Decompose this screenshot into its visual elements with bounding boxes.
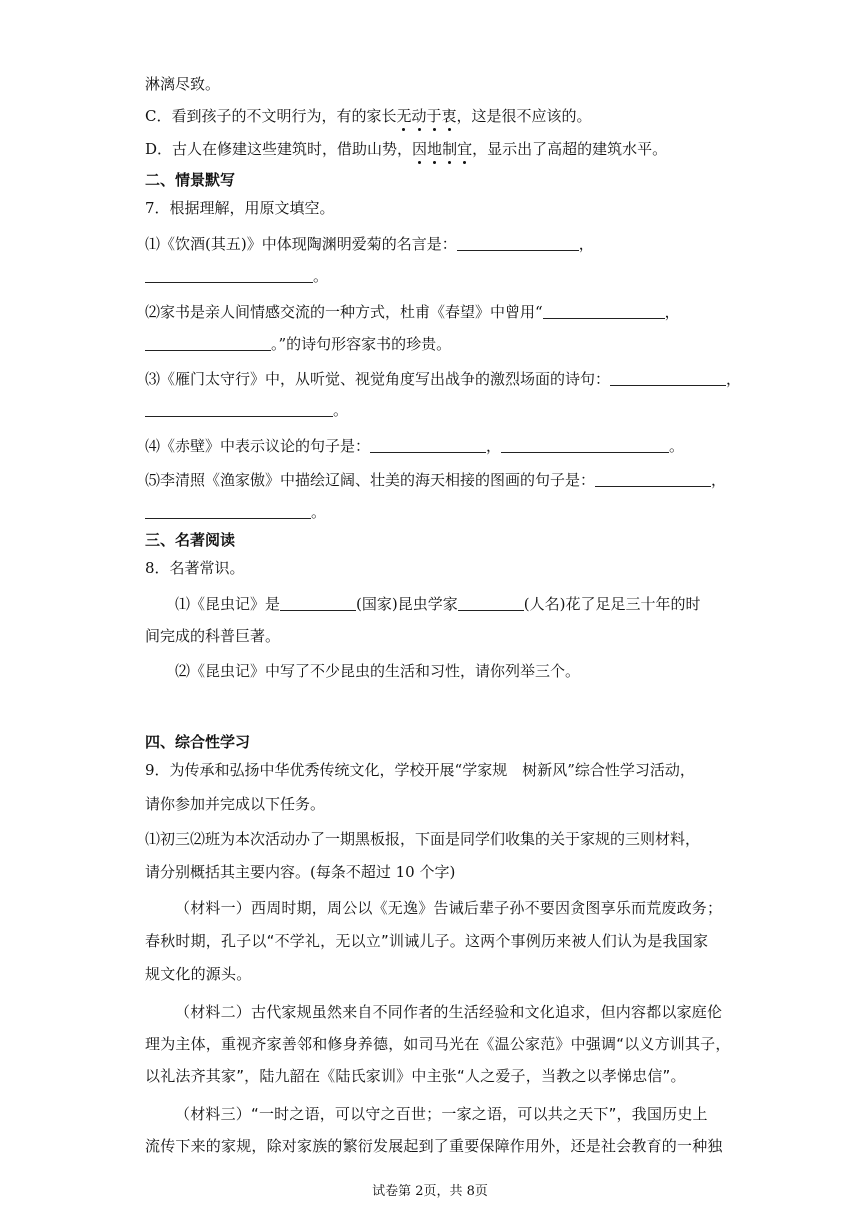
q7-part-2: ⑵家书是亲人间情感交流的一种方式，杜甫《春望》中曾用“ ， — [145, 303, 680, 321]
q8-stem: 8．名著常识。 — [145, 559, 245, 577]
material-3-line2: 流传下来的家规，除对家族的繁衍发展起到了重要保障作用外，还是社会教育的一种独 — [145, 1137, 723, 1155]
dotted-char: 宜 — [457, 140, 473, 158]
q7-part-3: ⑶《雁门太守行》中，从听觉、视觉角度写出战争的激烈场面的诗句： ， — [145, 370, 742, 388]
q9-stem-line2: 请你参加并完成以下任务。 — [145, 795, 326, 813]
answer-blank[interactable] — [610, 369, 726, 386]
q7-part-2-line2: 。”的诗句形容家书的珍贵。 — [145, 332, 451, 356]
answer-blank[interactable] — [280, 594, 356, 611]
q7-part-1: ⑴《饮酒(其五)》中体现陶渊明爱菊的名言是： ， — [145, 235, 594, 253]
answer-blank[interactable] — [595, 470, 711, 487]
material-3-line1: （材料三）“一时之语，可以守之百世；一家之语，可以共之天下”，我国历史上 — [175, 1105, 708, 1123]
material-2-line3: 以礼法齐其家”，陆九韶在《陆氏家训》中主张“人之爱子，当教之以孝悌忠信”。 — [145, 1067, 686, 1085]
dotted-char: 动 — [411, 107, 427, 125]
answer-blank[interactable] — [457, 234, 579, 251]
q7-part-3-line2: 。 — [145, 398, 348, 422]
dotted-char: 地 — [427, 140, 443, 158]
dotted-char: 因 — [412, 140, 428, 158]
q6-b-ending: 淋漓尽致。 — [145, 75, 221, 93]
answer-blank[interactable] — [370, 436, 486, 453]
q6-option-c: C．看到孩子的不文明行为，有的家长无动于衷，这是很不应该的。 — [145, 107, 592, 125]
dotted-char: 于 — [426, 107, 442, 125]
q8-part-1-line2: 间完成的科普巨著。 — [145, 627, 281, 645]
answer-blank[interactable] — [145, 334, 271, 351]
section-2-heading: 二、情景默写 — [145, 171, 236, 189]
answer-blank[interactable] — [543, 302, 665, 319]
answer-blank[interactable] — [145, 400, 333, 417]
dotted-char: 制 — [442, 140, 458, 158]
q7-part-1-line2: 。 — [145, 264, 328, 288]
answer-blank[interactable] — [145, 502, 311, 519]
section-4-heading: 四、综合性学习 — [145, 733, 251, 751]
q7-stem: 7．根据理解，用原文填空。 — [145, 199, 335, 217]
answer-blank[interactable] — [501, 436, 669, 453]
q9-part-1-line2: 请分别概括其主要内容。(每条不超过 10 个字) — [145, 863, 456, 881]
q7-part-4: ⑷《赤壁》中表示议论的句子是： ， 。 — [145, 437, 685, 455]
page-footer: 试卷第 2页，共 8页 — [372, 1184, 488, 1199]
section-3-heading: 三、名著阅读 — [145, 531, 236, 549]
material-1-line2: 春秋时期，孔子以“不学礼，无以立”训诫儿子。这两个事例历来被人们认为是我国家 — [145, 932, 709, 950]
material-2-line2: 理为主体，重视齐家善邻和修身养德，如司马光在《温公家范》中强调“以义方训其子， — [145, 1035, 731, 1053]
answer-blank[interactable] — [458, 594, 524, 611]
answer-blank[interactable] — [145, 266, 313, 283]
q8-part-1: ⑴《昆虫记》是 (国家)昆虫学家 (人名)花了足足三十年的时 — [175, 595, 701, 613]
material-1-line3: 规文化的源头。 — [145, 965, 252, 983]
dotted-char: 无 — [396, 107, 412, 125]
q6-option-d: D．古人在修建这些建筑时，借助山势，因地制宜，显示出了高超的建筑水平。 — [145, 140, 668, 158]
dotted-char: 衷 — [441, 107, 457, 125]
material-1-line1: （材料一）西周时期，周公以《无逸》告诫后辈子孙不要因贪图享乐而荒废政务； — [175, 899, 723, 917]
q8-part-2: ⑵《昆虫记》中写了不少昆虫的生活和习性，请你列举三个。 — [175, 662, 581, 680]
material-2-line1: （材料二）古代家规虽然来自不同作者的生活经验和文化追求，但内容都以家庭伦 — [175, 1003, 723, 1021]
q7-part-5-line2: 。 — [145, 500, 326, 524]
q9-part-1-line1: ⑴初三⑵班为本次活动办了一期黑板报，下面是同学们收集的关于家规的三则材料， — [145, 830, 701, 848]
q7-part-5: ⑸李清照《渔家傲》中描绘辽阔、壮美的海天相接的图画的句子是： ， — [145, 471, 727, 489]
q9-stem-line1: 9．为传承和弘扬中华优秀传统文化，学校开展“学家规 树新风”综合性学习活动， — [145, 761, 695, 779]
